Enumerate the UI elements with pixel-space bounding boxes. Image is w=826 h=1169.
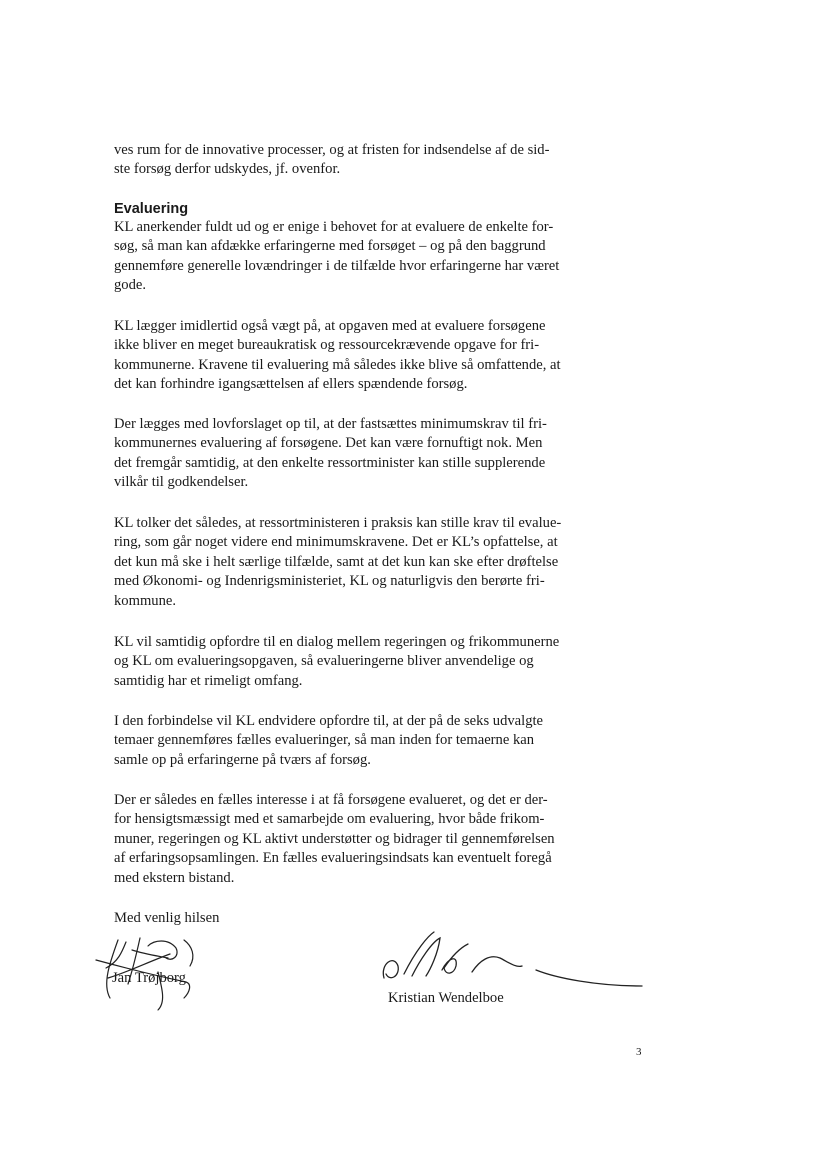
text-line: og KL om evalueringsopgaven, så evalueringerne bliver anvendelige og — [114, 653, 534, 670]
paragraph-5 — [114, 633, 602, 691]
text-line: temaer gennemføres fælles evalueringer, så man inden for temaerne kan — [114, 732, 535, 749]
text-line: kommune. — [114, 592, 177, 609]
text-line: ste forsøg derfor udskydes, jf. ovenfor. — [114, 161, 341, 178]
text-line: kommunerne. Kravene til evaluering må således ikke blive så omfattende, at — [114, 356, 561, 373]
paragraph-3 — [114, 415, 602, 493]
text-line: ikke bliver en meget bureaukratisk og ressourcekrævende opgave for fri- — [114, 337, 540, 354]
text-line: ring, som går noget videre end minimumskravene. Det er KL’s opfattelse, at — [114, 534, 558, 551]
paragraph-6 — [114, 712, 602, 770]
text-line: det fremgår samtidig, at den enkelte ressortminister kan stille supplerende — [114, 454, 546, 471]
paragraph-2 — [114, 317, 602, 395]
text-line: for hensigtsmæssigt med et samarbejde om evaluering, hvor både frikom- — [114, 811, 545, 828]
text-line: Der er således en fælles interesse i at få forsøgene evalueret, og det er der- — [114, 792, 548, 808]
text-line: samle op på erfaringerne på tværs af forsøg. — [114, 751, 371, 768]
paragraph-intro — [114, 141, 602, 180]
text-line: med ekstern bistand. — [114, 869, 235, 886]
text-line: det kan forhindre igangsættelsen af ellers spændende forsøg. — [114, 376, 468, 393]
text-line: gode. — [114, 277, 147, 294]
signatory-name — [112, 969, 186, 988]
text-line: Med venlig hilsen — [114, 910, 220, 926]
closing-greeting — [114, 909, 602, 928]
text-line: det kun må ske i helt særlige tilfælde, samt at det kun kan ske efter drøftelse — [114, 553, 559, 570]
signatory-name-text: Kristian Wendelboe — [388, 990, 504, 1006]
paragraph-4 — [114, 514, 602, 611]
paragraph-7 — [114, 791, 602, 888]
text-line: KL anerkender fuldt ud og er enige i behovet for at evaluere de enkelte for- — [114, 219, 554, 235]
text-line: med Økonomi- og Indenrigsministeriet, KL og naturligvis den berørte fri- — [114, 573, 545, 590]
page-number: 3 — [636, 1046, 642, 1058]
signatory-name-text: Jan Trøjborg — [112, 970, 186, 986]
text-line: KL vil samtidig opfordre til en dialog mellem regeringen og frikommunerne — [114, 634, 560, 650]
text-line: ves rum for de innovative processer, og at fristen for indsendelse af de sid- — [114, 142, 550, 158]
text-line: KL lægger imidlertid også vægt på, at opgaven med at evaluere forsøgene — [114, 318, 546, 334]
text-line: gennemføre generelle lovændringer i de tilfælde hvor erfaringerne har været — [114, 257, 560, 274]
text-line: KL tolker det således, at ressortministeren i praksis kan stille krav til evalue- — [114, 515, 562, 531]
signatory-name — [388, 989, 504, 1008]
paragraph-1 — [114, 218, 602, 296]
text-line: samtidig har et rimeligt omfang. — [114, 672, 303, 689]
text-line: I den forbindelse vil KL endvidere opfordre til, at der på de seks udvalgte — [114, 713, 544, 729]
text-line: kommunernes evaluering af forsøgene. Det kan være fornuftigt nok. Men — [114, 435, 543, 452]
text-line: Der lægges med lovforslaget op til, at der fastsættes minimumskrav til fri- — [114, 416, 547, 432]
section-heading: Evaluering — [114, 201, 189, 217]
text-line: af erfaringsopsamlingen. En fælles evalueringsindsats kan eventuelt foregå — [114, 850, 552, 867]
text-line: søg, så man kan afdække erfaringerne med forsøget – og på den baggrund — [114, 238, 546, 255]
text-line: vilkår til godkendelser. — [114, 474, 249, 491]
text-line: muner, regeringen og KL aktivt understøtter og bidrager til gennemførelsen — [114, 830, 555, 847]
